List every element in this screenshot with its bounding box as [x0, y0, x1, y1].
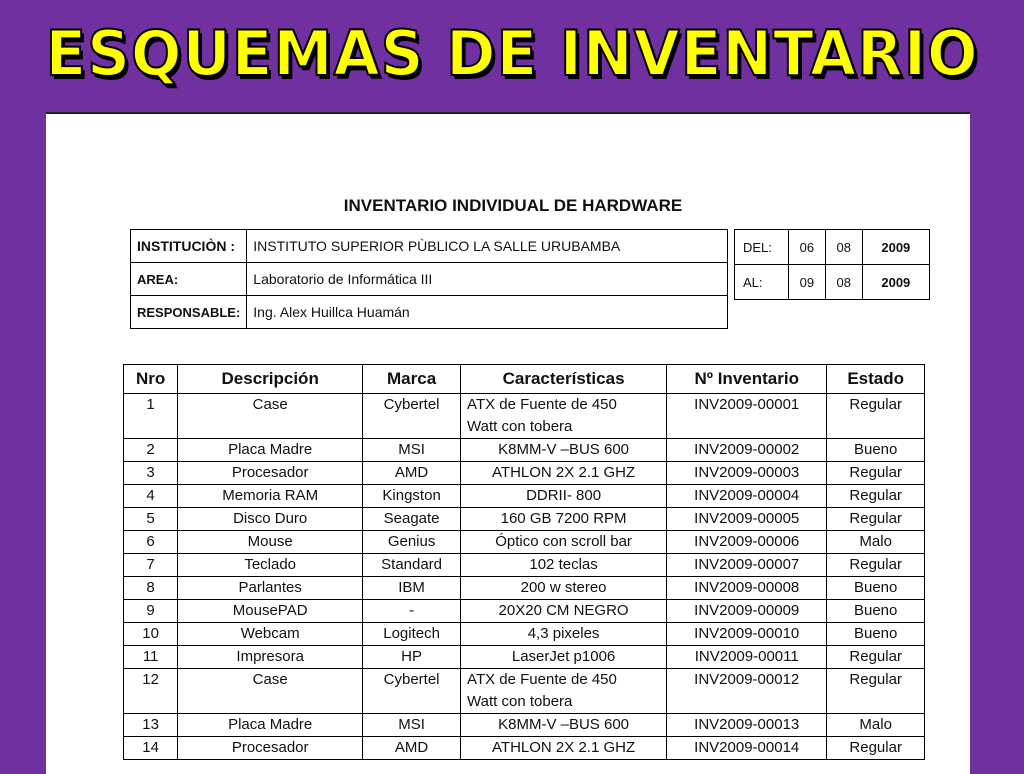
document-title: INVENTARIO INDIVIDUAL DE HARDWARE — [343, 196, 683, 215]
institucion-row — [131, 230, 728, 263]
cell-descripcion: Impresora — [178, 646, 363, 669]
cell-nro: 7 — [124, 554, 178, 577]
inventory-body — [124, 394, 925, 760]
cell-inventario: INV2009-00008 — [667, 577, 827, 600]
cell-inventario: INV2009-00005 — [667, 508, 827, 531]
cell-caracteristicas: 200 w stereo — [461, 577, 667, 600]
table-row — [124, 394, 925, 439]
header-caracteristicas: Características — [461, 365, 667, 394]
area-row — [131, 263, 728, 296]
cell-caracteristicas: 102 teclas — [461, 554, 667, 577]
cell-estado: Regular — [827, 554, 925, 577]
cell-nro: 9 — [124, 600, 178, 623]
table-row — [124, 646, 925, 669]
cell-inventario: INV2009-00007 — [667, 554, 827, 577]
cell-estado: Regular — [827, 394, 925, 439]
cell-marca: Seagate — [363, 508, 461, 531]
cell-inventario: INV2009-00009 — [667, 600, 827, 623]
table-row — [124, 737, 925, 760]
responsable-label: RESPONSABLE: — [131, 296, 247, 329]
cell-caracteristicas: K8MM-V –BUS 600 — [461, 714, 667, 737]
header-inventario: Nº Inventario — [667, 365, 827, 394]
cell-estado: Malo — [827, 531, 925, 554]
cell-estado: Regular — [827, 485, 925, 508]
table-row — [124, 462, 925, 485]
cell-nro: 2 — [124, 439, 178, 462]
header-estado: Estado — [827, 365, 925, 394]
document-sheet — [46, 112, 970, 774]
responsable-value: Ing. Alex Huillca Huamán — [247, 296, 728, 329]
cell-caracteristicas: DDRII- 800 — [461, 485, 667, 508]
cell-caracteristicas-line2: Watt con tobera — [467, 693, 573, 710]
cell-estado: Bueno — [827, 577, 925, 600]
cell-marca: Standard — [363, 554, 461, 577]
cell-descripcion: Case — [178, 394, 363, 439]
table-row — [124, 714, 925, 737]
cell-descripcion: Procesador — [178, 737, 363, 760]
cell-inventario: INV2009-00002 — [667, 439, 827, 462]
cell-marca: AMD — [363, 462, 461, 485]
cell-caracteristicas: 4,3 pixeles — [461, 623, 667, 646]
cell-nro: 14 — [124, 737, 178, 760]
cell-marca: Logitech — [363, 623, 461, 646]
cell-descripcion: MousePAD — [178, 600, 363, 623]
cell-inventario: INV2009-00004 — [667, 485, 827, 508]
cell-descripcion: Mouse — [178, 531, 363, 554]
cell-marca: MSI — [363, 714, 461, 737]
institucion-label: INSTITUCIÒN : — [131, 230, 247, 263]
cell-estado: Bueno — [827, 623, 925, 646]
cell-descripcion: Case — [178, 669, 363, 714]
cell-estado: Regular — [827, 737, 925, 760]
date-del-month: 08 — [825, 230, 862, 265]
table-row — [124, 554, 925, 577]
cell-nro: 1 — [124, 394, 178, 439]
cell-inventario: INV2009-00013 — [667, 714, 827, 737]
inventory-table — [123, 364, 925, 760]
date-del-row — [735, 230, 930, 265]
cell-nro: 11 — [124, 646, 178, 669]
info-table — [130, 229, 728, 329]
cell-nro: 8 — [124, 577, 178, 600]
date-al-day: 09 — [789, 265, 826, 300]
cell-nro: 4 — [124, 485, 178, 508]
cell-caracteristicas-line2: Watt con tobera — [467, 418, 573, 435]
date-al-year: 2009 — [862, 265, 929, 300]
date-al-row — [735, 265, 930, 300]
table-row — [124, 623, 925, 646]
cell-estado: Malo — [827, 714, 925, 737]
cell-inventario: INV2009-00014 — [667, 737, 827, 760]
slide-title: ESQUEMAS DE INVENTARIO — [45, 17, 979, 90]
date-al-month: 08 — [825, 265, 862, 300]
cell-inventario: INV2009-00011 — [667, 646, 827, 669]
cell-nro: 13 — [124, 714, 178, 737]
cell-marca: Cybertel — [363, 669, 461, 714]
cell-caracteristicas: LaserJet p1006 — [461, 646, 667, 669]
cell-inventario: INV2009-00012 — [667, 669, 827, 714]
cell-estado: Bueno — [827, 439, 925, 462]
cell-nro: 5 — [124, 508, 178, 531]
cell-descripcion: Memoria RAM — [178, 485, 363, 508]
cell-estado: Regular — [827, 508, 925, 531]
cell-nro: 10 — [124, 623, 178, 646]
cell-inventario: INV2009-00010 — [667, 623, 827, 646]
cell-caracteristicas: ATHLON 2X 2.1 GHZ — [461, 737, 667, 760]
cell-estado: Regular — [827, 669, 925, 714]
cell-marca: - — [363, 600, 461, 623]
cell-caracteristicas: ATHLON 2X 2.1 GHZ — [461, 462, 667, 485]
cell-caracteristicas — [461, 394, 667, 439]
cell-estado: Bueno — [827, 600, 925, 623]
cell-nro: 12 — [124, 669, 178, 714]
institucion-value: INSTITUTO SUPERIOR PÙBLICO LA SALLE URUBAMBA — [247, 230, 728, 263]
header-nro: Nro — [124, 365, 178, 394]
cell-descripcion: Placa Madre — [178, 714, 363, 737]
responsable-row — [131, 296, 728, 329]
cell-caracteristicas: K8MM-V –BUS 600 — [461, 439, 667, 462]
cell-estado: Regular — [827, 646, 925, 669]
area-label: AREA: — [131, 263, 247, 296]
cell-inventario: INV2009-00001 — [667, 394, 827, 439]
date-del-day: 06 — [789, 230, 826, 265]
cell-estado: Regular — [827, 462, 925, 485]
cell-descripcion: Webcam — [178, 623, 363, 646]
cell-marca: AMD — [363, 737, 461, 760]
cell-marca: Cybertel — [363, 394, 461, 439]
cell-inventario: INV2009-00006 — [667, 531, 827, 554]
table-row — [124, 485, 925, 508]
cell-descripcion: Procesador — [178, 462, 363, 485]
cell-inventario: INV2009-00003 — [667, 462, 827, 485]
cell-caracteristicas — [461, 669, 667, 714]
table-row — [124, 439, 925, 462]
cell-caracteristicas-line1: ATX de Fuente de 450 — [467, 396, 617, 413]
area-value: Laboratorio de Informática III — [247, 263, 728, 296]
table-header-row — [124, 365, 925, 394]
table-row — [124, 531, 925, 554]
date-al-label: AL: — [735, 265, 789, 300]
cell-nro: 6 — [124, 531, 178, 554]
header-marca: Marca — [363, 365, 461, 394]
table-row — [124, 577, 925, 600]
cell-marca: Genius — [363, 531, 461, 554]
header-descripcion: Descripción — [178, 365, 363, 394]
date-del-label: DEL: — [735, 230, 789, 265]
cell-caracteristicas: 160 GB 7200 RPM — [461, 508, 667, 531]
cell-caracteristicas: Óptico con scroll bar — [461, 531, 667, 554]
cell-descripcion: Placa Madre — [178, 439, 363, 462]
cell-descripcion: Teclado — [178, 554, 363, 577]
cell-marca: IBM — [363, 577, 461, 600]
cell-descripcion: Disco Duro — [178, 508, 363, 531]
cell-descripcion: Parlantes — [178, 577, 363, 600]
cell-caracteristicas: 20X20 CM NEGRO — [461, 600, 667, 623]
table-row — [124, 508, 925, 531]
table-row — [124, 600, 925, 623]
cell-caracteristicas-line1: ATX de Fuente de 450 — [467, 671, 617, 688]
cell-marca: Kingston — [363, 485, 461, 508]
cell-marca: MSI — [363, 439, 461, 462]
table-row — [124, 669, 925, 714]
cell-nro: 3 — [124, 462, 178, 485]
dates-table — [734, 229, 930, 300]
cell-marca: HP — [363, 646, 461, 669]
date-del-year: 2009 — [862, 230, 929, 265]
